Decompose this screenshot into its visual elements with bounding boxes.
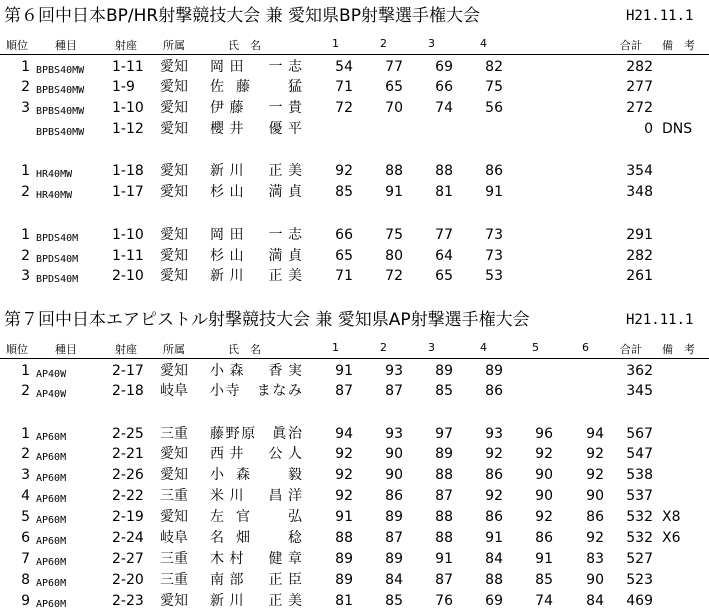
name-cell: 米川 昌洋 — [210, 488, 302, 504]
score-cell: 69 — [435, 59, 453, 75]
total-cell: 538 — [626, 467, 653, 483]
total-cell: 532 — [626, 530, 653, 546]
header-name: 氏 名 — [228, 39, 261, 52]
score-cell: 69 — [485, 593, 503, 609]
lane-cell: 2-27 — [112, 551, 144, 567]
score-cell: 88 — [335, 530, 353, 546]
score-cell: 81 — [435, 184, 453, 200]
rank-cell: 5 — [21, 509, 30, 525]
score-cell: 92 — [335, 163, 353, 179]
section-title: 第７回中日本エアピストル射撃競技大会 兼 愛知県AP射撃選手権大会 — [4, 310, 530, 330]
total-cell: 527 — [626, 551, 653, 567]
total-cell: 362 — [626, 363, 653, 379]
score-cell: 84 — [586, 593, 604, 609]
lane-cell: 2-10 — [112, 268, 144, 284]
table-row — [0, 119, 709, 140]
header-shot: 1 — [332, 341, 339, 354]
event-cell: AP40W — [36, 369, 67, 380]
score-cell: 89 — [335, 551, 353, 567]
score-cell: 90 — [586, 572, 604, 588]
score-cell: 93 — [485, 426, 503, 442]
name-cell: 新川 正美 — [210, 163, 302, 179]
event-cell: BPDS40M — [36, 274, 79, 285]
event-cell: AP60M — [36, 432, 67, 443]
rank-cell: 2 — [21, 446, 30, 462]
total-cell: 345 — [626, 383, 653, 399]
table-row — [0, 182, 709, 203]
affil-cell: 愛知 — [160, 227, 188, 243]
event-cell: AP60M — [36, 515, 67, 526]
score-cell: 86 — [485, 383, 503, 399]
score-cell: 64 — [435, 248, 453, 264]
affil-cell: 愛知 — [160, 363, 188, 379]
total-cell: 348 — [626, 184, 653, 200]
score-cell: 70 — [385, 100, 403, 116]
rank-cell: 3 — [21, 100, 30, 116]
score-cell: 91 — [435, 551, 453, 567]
score-cell: 91 — [485, 530, 503, 546]
score-cell: 94 — [586, 426, 604, 442]
table-row — [0, 225, 709, 246]
name-cell: 佐藤 猛 — [210, 79, 302, 95]
section-title: 第６回中日本BP/HR射撃競技大会 兼 愛知県BP射撃選手権大会 — [4, 6, 480, 26]
event-cell: AP60M — [36, 494, 67, 505]
lane-cell: 1-10 — [112, 227, 144, 243]
score-cell: 86 — [485, 163, 503, 179]
lane-cell: 1-18 — [112, 163, 144, 179]
name-cell: 櫻井 優平 — [210, 121, 302, 137]
rank-cell: 8 — [21, 572, 30, 588]
score-cell: 73 — [485, 227, 503, 243]
header-shot: 3 — [428, 341, 435, 354]
score-cell: 89 — [335, 572, 353, 588]
score-cell: 87 — [335, 383, 353, 399]
score-cell: 92 — [485, 446, 503, 462]
lane-cell: 1-10 — [112, 100, 144, 116]
score-cell: 90 — [385, 467, 403, 483]
table-row — [0, 424, 709, 445]
affil-cell: 岐阜 — [160, 530, 188, 546]
lane-cell: 2-17 — [112, 363, 144, 379]
lane-cell: 1-17 — [112, 184, 144, 200]
score-cell: 66 — [435, 79, 453, 95]
score-cell: 87 — [435, 488, 453, 504]
lane-cell: 2-24 — [112, 530, 144, 546]
score-cell: 82 — [485, 59, 503, 75]
score-cell: 88 — [485, 572, 503, 588]
total-cell: 0 — [644, 121, 653, 137]
name-cell: 名畑 稔 — [210, 530, 302, 546]
event-cell: AP60M — [36, 452, 67, 463]
event-cell: AP40W — [36, 389, 67, 400]
lane-cell: 2-19 — [112, 509, 144, 525]
total-cell: 354 — [626, 163, 653, 179]
header-rank: 順位 — [6, 343, 28, 356]
name-cell: 新川 正美 — [210, 268, 302, 284]
rank-cell: 6 — [21, 530, 30, 546]
score-cell: 93 — [385, 426, 403, 442]
name-cell: 岡田 一志 — [210, 59, 302, 75]
score-cell: 74 — [535, 593, 553, 609]
score-cell: 86 — [535, 530, 553, 546]
affil-cell: 愛知 — [160, 121, 188, 137]
score-cell: 91 — [485, 184, 503, 200]
score-cell: 89 — [485, 363, 503, 379]
name-cell: 小寺 まなみ — [210, 383, 302, 399]
affil-cell: 愛知 — [160, 467, 188, 483]
score-cell: 76 — [435, 593, 453, 609]
score-cell: 74 — [435, 100, 453, 116]
affil-cell: 三重 — [160, 551, 188, 567]
event-cell: AP60M — [36, 578, 67, 589]
rank-cell: 1 — [21, 363, 30, 379]
total-cell: 291 — [626, 227, 653, 243]
score-cell: 90 — [535, 488, 553, 504]
table-header — [0, 339, 709, 359]
table-row — [0, 528, 709, 549]
total-cell: 567 — [626, 426, 653, 442]
header-shot: 4 — [480, 37, 487, 50]
name-cell: 南部 正臣 — [210, 572, 302, 588]
affil-cell: 岐阜 — [160, 383, 188, 399]
total-cell: 261 — [626, 268, 653, 284]
event-cell: AP60M — [36, 557, 67, 568]
header-shot: 6 — [582, 341, 589, 354]
score-cell: 89 — [435, 446, 453, 462]
score-cell: 94 — [335, 426, 353, 442]
score-cell: 53 — [485, 268, 503, 284]
affil-cell: 愛知 — [160, 59, 188, 75]
total-cell: 547 — [626, 446, 653, 462]
table-row — [0, 570, 709, 591]
score-cell: 92 — [586, 446, 604, 462]
rank-cell: 1 — [21, 59, 30, 75]
score-cell: 85 — [335, 184, 353, 200]
lane-cell: 1-11 — [112, 248, 144, 264]
header-event: 種目 — [55, 343, 77, 356]
event-cell: AP60M — [36, 473, 67, 484]
affil-cell: 愛知 — [160, 163, 188, 179]
lane-cell: 2-20 — [112, 572, 144, 588]
score-cell: 91 — [385, 184, 403, 200]
score-cell: 88 — [385, 163, 403, 179]
score-cell: 89 — [385, 551, 403, 567]
score-cell: 93 — [385, 363, 403, 379]
remark-cell: X6 — [662, 530, 681, 546]
rank-cell: 2 — [21, 248, 30, 264]
score-cell: 88 — [435, 467, 453, 483]
total-cell: 532 — [626, 509, 653, 525]
rank-cell: 3 — [21, 268, 30, 284]
score-cell: 84 — [385, 572, 403, 588]
remark-cell: X8 — [662, 509, 681, 525]
score-cell: 92 — [535, 509, 553, 525]
score-cell: 86 — [586, 509, 604, 525]
lane-cell: 2-25 — [112, 426, 144, 442]
score-cell: 73 — [485, 248, 503, 264]
header-rule — [0, 358, 709, 359]
header-total: 合計 — [620, 39, 642, 52]
header-rank: 順位 — [6, 39, 28, 52]
name-cell: 木村 健章 — [210, 551, 302, 567]
rank-cell: 1 — [21, 227, 30, 243]
total-cell: 282 — [626, 59, 653, 75]
event-cell: AP60M — [36, 599, 67, 610]
event-cell: BPDS40M — [36, 254, 79, 265]
affil-cell: 三重 — [160, 426, 188, 442]
score-cell: 92 — [335, 446, 353, 462]
section-date: H21.11.1 — [626, 312, 694, 328]
table-row — [0, 444, 709, 465]
score-cell: 97 — [435, 426, 453, 442]
header-remark: 備 考 — [662, 39, 695, 52]
score-cell: 86 — [485, 509, 503, 525]
affil-cell: 愛知 — [160, 446, 188, 462]
score-cell: 92 — [586, 530, 604, 546]
score-cell: 89 — [435, 363, 453, 379]
table-row — [0, 361, 709, 382]
header-shot: 5 — [532, 341, 539, 354]
remark-cell: DNS — [662, 121, 693, 137]
header-affil: 所属 — [163, 39, 185, 52]
score-cell: 65 — [335, 248, 353, 264]
score-cell: 92 — [485, 488, 503, 504]
header-lane: 射座 — [115, 343, 137, 356]
score-cell: 65 — [435, 268, 453, 284]
score-cell: 56 — [485, 100, 503, 116]
header-shot: 4 — [480, 341, 487, 354]
score-cell: 71 — [335, 268, 353, 284]
score-cell: 86 — [385, 488, 403, 504]
rank-cell: 1 — [21, 426, 30, 442]
name-cell: 小森 毅 — [210, 467, 302, 483]
event-cell: BPDS40M — [36, 233, 79, 244]
score-cell: 85 — [535, 572, 553, 588]
lane-cell: 2-26 — [112, 467, 144, 483]
score-cell: 92 — [335, 488, 353, 504]
score-cell: 88 — [435, 509, 453, 525]
score-cell: 75 — [485, 79, 503, 95]
section-date: H21.11.1 — [626, 8, 694, 24]
header-name: 氏 名 — [228, 343, 261, 356]
name-cell: 岡田 一志 — [210, 227, 302, 243]
lane-cell: 2-21 — [112, 446, 144, 462]
name-cell: 杉山 満貞 — [210, 248, 302, 264]
table-row — [0, 246, 709, 267]
score-cell: 92 — [535, 446, 553, 462]
event-cell: BPBS40MW — [36, 106, 85, 117]
rank-cell: 2 — [21, 79, 30, 95]
name-cell: 西井 公人 — [210, 446, 302, 462]
score-cell: 87 — [385, 530, 403, 546]
score-cell: 91 — [335, 509, 353, 525]
score-cell: 85 — [385, 593, 403, 609]
table-header — [0, 35, 709, 55]
score-cell: 91 — [335, 363, 353, 379]
header-lane: 射座 — [115, 39, 137, 52]
rank-cell: 2 — [21, 184, 30, 200]
score-cell: 88 — [435, 530, 453, 546]
table-row — [0, 486, 709, 507]
affil-cell: 愛知 — [160, 593, 188, 609]
score-cell: 92 — [586, 467, 604, 483]
event-cell: AP60M — [36, 536, 67, 547]
score-cell: 91 — [535, 551, 553, 567]
score-cell: 66 — [335, 227, 353, 243]
lane-cell: 2-18 — [112, 383, 144, 399]
table-row — [0, 161, 709, 182]
name-cell: 左官 弘 — [210, 509, 302, 525]
total-cell: 272 — [626, 100, 653, 116]
score-cell: 77 — [435, 227, 453, 243]
rank-cell: 7 — [21, 551, 30, 567]
lane-cell: 2-23 — [112, 593, 144, 609]
header-affil: 所属 — [163, 343, 185, 356]
score-cell: 90 — [586, 488, 604, 504]
score-cell: 90 — [385, 446, 403, 462]
affil-cell: 三重 — [160, 488, 188, 504]
header-shot: 1 — [332, 37, 339, 50]
table-row — [0, 507, 709, 528]
table-row — [0, 465, 709, 486]
score-cell: 88 — [435, 163, 453, 179]
affil-cell: 愛知 — [160, 268, 188, 284]
name-cell: 杉山 満貞 — [210, 184, 302, 200]
total-cell: 277 — [626, 79, 653, 95]
score-cell: 80 — [385, 248, 403, 264]
name-cell: 藤野原 眞治 — [210, 426, 302, 442]
score-cell: 81 — [335, 593, 353, 609]
affil-cell: 愛知 — [160, 100, 188, 116]
table-row — [0, 98, 709, 119]
score-cell: 83 — [586, 551, 604, 567]
score-cell: 90 — [535, 467, 553, 483]
score-cell: 71 — [335, 79, 353, 95]
name-cell: 新川 正美 — [210, 593, 302, 609]
score-cell: 77 — [385, 59, 403, 75]
table-row — [0, 266, 709, 287]
lane-cell: 1-9 — [112, 79, 135, 95]
name-cell: 小森 香実 — [210, 363, 302, 379]
event-cell: HR40MW — [36, 169, 73, 180]
header-remark: 備 考 — [662, 343, 695, 356]
rank-cell: 4 — [21, 488, 30, 504]
event-cell: BPBS40MW — [36, 127, 85, 138]
event-cell: BPBS40MW — [36, 85, 85, 96]
affil-cell: 愛知 — [160, 79, 188, 95]
score-cell: 87 — [385, 383, 403, 399]
event-cell: HR40MW — [36, 190, 73, 201]
affil-cell: 愛知 — [160, 248, 188, 264]
score-cell: 72 — [335, 100, 353, 116]
score-cell: 92 — [335, 467, 353, 483]
table-row — [0, 381, 709, 402]
event-cell: BPBS40MW — [36, 65, 85, 76]
score-cell: 86 — [485, 467, 503, 483]
score-cell: 96 — [535, 426, 553, 442]
score-cell: 89 — [385, 509, 403, 525]
affil-cell: 三重 — [160, 572, 188, 588]
total-cell: 469 — [626, 593, 653, 609]
score-cell: 72 — [385, 268, 403, 284]
header-shot: 2 — [380, 37, 387, 50]
table-row — [0, 549, 709, 570]
header-rule — [0, 54, 709, 55]
lane-cell: 1-11 — [112, 59, 144, 75]
score-cell: 54 — [335, 59, 353, 75]
total-cell: 282 — [626, 248, 653, 264]
rank-cell: 3 — [21, 467, 30, 483]
header-event: 種目 — [55, 39, 77, 52]
table-row — [0, 57, 709, 78]
total-cell: 523 — [626, 572, 653, 588]
header-shot: 2 — [380, 341, 387, 354]
table-row — [0, 591, 709, 612]
score-cell: 87 — [435, 572, 453, 588]
score-cell: 84 — [485, 551, 503, 567]
affil-cell: 愛知 — [160, 184, 188, 200]
score-cell: 65 — [385, 79, 403, 95]
table-row — [0, 77, 709, 98]
header-shot: 3 — [428, 37, 435, 50]
total-cell: 537 — [626, 488, 653, 504]
rank-cell: 1 — [21, 163, 30, 179]
lane-cell: 1-12 — [112, 121, 144, 137]
affil-cell: 愛知 — [160, 509, 188, 525]
score-cell: 75 — [385, 227, 403, 243]
lane-cell: 2-22 — [112, 488, 144, 504]
rank-cell: 9 — [21, 593, 30, 609]
header-total: 合計 — [620, 343, 642, 356]
score-cell: 85 — [435, 383, 453, 399]
name-cell: 伊藤 一貴 — [210, 100, 302, 116]
rank-cell: 2 — [21, 383, 30, 399]
